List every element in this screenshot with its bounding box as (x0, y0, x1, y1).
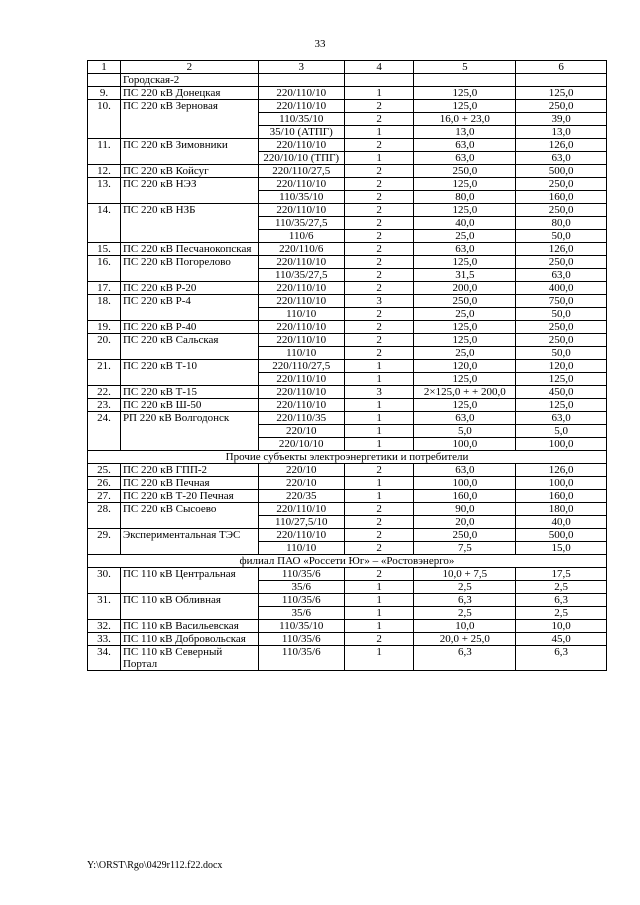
transformer-count-cell: 2 (344, 243, 414, 256)
transformer-count-cell: 2 (344, 568, 414, 581)
row-number: 24. (88, 412, 121, 451)
total-power-cell: 2,5 (516, 607, 607, 620)
header-col-1: 1 (88, 61, 121, 74)
row-number: 20. (88, 334, 121, 360)
transformer-count-cell: 2 (344, 282, 414, 295)
total-power-cell: 500,0 (516, 165, 607, 178)
substation-name: ПС 220 кВ ГПП-2 (120, 464, 258, 477)
total-power-cell: 250,0 (516, 178, 607, 191)
page-number: 33 (314, 38, 326, 50)
unit-power-cell: 125,0 (414, 178, 516, 191)
transformer-count-cell: 2 (344, 334, 414, 347)
row-number: 33. (88, 633, 121, 646)
total-power-cell: 250,0 (516, 256, 607, 269)
transformer-count-cell: 2 (344, 100, 414, 113)
voltage-cell: 110/6 (258, 230, 344, 243)
transformer-count-cell: 2 (344, 516, 414, 529)
substation-name: ПС 220 кВ Р-20 (120, 282, 258, 295)
row-number: 23. (88, 399, 121, 412)
transformer-count-cell: 2 (344, 269, 414, 282)
unit-power-cell: 250,0 (414, 295, 516, 308)
unit-power-cell: 13,0 (414, 126, 516, 139)
total-power-cell: 180,0 (516, 503, 607, 516)
unit-power-cell: 160,0 (414, 490, 516, 503)
total-power-cell: 45,0 (516, 633, 607, 646)
table-row (88, 204, 607, 217)
voltage-cell: 220/110/10 (258, 256, 344, 269)
voltage-cell: 110/10 (258, 308, 344, 321)
unit-power-cell: 40,0 (414, 217, 516, 230)
voltage-cell: 220/110/27,5 (258, 165, 344, 178)
voltage-cell: 110/35/6 (258, 568, 344, 581)
total-power-cell: 250,0 (516, 321, 607, 334)
unit-power-cell (414, 74, 516, 87)
voltage-cell: 220/110/10 (258, 321, 344, 334)
row-number: 10. (88, 100, 121, 139)
row-number: 25. (88, 464, 121, 477)
voltage-cell: 35/6 (258, 581, 344, 594)
transformer-count-cell: 2 (344, 204, 414, 217)
transformer-count-cell: 3 (344, 386, 414, 399)
unit-power-cell: 6,3 (414, 646, 516, 671)
table-row (88, 139, 607, 152)
substation-name: ПС 220 кВ Зимовники (120, 139, 258, 165)
unit-power-cell: 120,0 (414, 360, 516, 373)
transformer-count-cell: 1 (344, 152, 414, 165)
unit-power-cell: 125,0 (414, 334, 516, 347)
table-row (88, 334, 607, 347)
voltage-cell: 220/110/10 (258, 282, 344, 295)
voltage-cell: 220/10/10 (ТПГ) (258, 152, 344, 165)
transformer-count-cell: 1 (344, 620, 414, 633)
table-body (88, 61, 607, 671)
substation-name: ПС 220 кВ Р-4 (120, 295, 258, 321)
total-power-cell: 100,0 (516, 438, 607, 451)
row-number: 17. (88, 282, 121, 295)
row-number: 19. (88, 321, 121, 334)
transformer-count-cell: 2 (344, 321, 414, 334)
row-number: 13. (88, 178, 121, 204)
transformer-count-cell (344, 74, 414, 87)
voltage-cell: 110/35/27,5 (258, 269, 344, 282)
voltage-cell: 110/35/10 (258, 113, 344, 126)
substation-name: ПС 110 кВ Обливная (120, 594, 258, 620)
row-number: 27. (88, 490, 121, 503)
unit-power-cell: 2,5 (414, 581, 516, 594)
table-row (88, 74, 607, 87)
voltage-cell: 220/110/6 (258, 243, 344, 256)
total-power-cell: 500,0 (516, 529, 607, 542)
transformer-count-cell: 1 (344, 360, 414, 373)
substation-name: ПС 110 кВ Добровольская (120, 633, 258, 646)
transformer-count-cell: 2 (344, 503, 414, 516)
total-power-cell: 125,0 (516, 373, 607, 386)
header-col-2: 2 (120, 61, 258, 74)
total-power-cell: 50,0 (516, 230, 607, 243)
voltage-cell: 220/110/10 (258, 373, 344, 386)
voltage-cell: 220/110/10 (258, 295, 344, 308)
unit-power-cell: 63,0 (414, 464, 516, 477)
total-power-cell: 120,0 (516, 360, 607, 373)
unit-power-cell: 16,0 + 23,0 (414, 113, 516, 126)
transformer-count-cell: 1 (344, 594, 414, 607)
unit-power-cell: 7,5 (414, 542, 516, 555)
section-row (88, 451, 607, 464)
total-power-cell: 750,0 (516, 295, 607, 308)
transformer-count-cell: 2 (344, 256, 414, 269)
row-number: 16. (88, 256, 121, 282)
transformer-count-cell: 1 (344, 607, 414, 620)
table-row (88, 256, 607, 269)
unit-power-cell: 250,0 (414, 165, 516, 178)
transformer-count-cell: 1 (344, 425, 414, 438)
transformer-count-cell: 1 (344, 373, 414, 386)
unit-power-cell: 10,0 (414, 620, 516, 633)
voltage-cell: 220/10 (258, 477, 344, 490)
total-power-cell: 126,0 (516, 139, 607, 152)
total-power-cell: 50,0 (516, 308, 607, 321)
row-number: 12. (88, 165, 121, 178)
total-power-cell: 160,0 (516, 490, 607, 503)
transformer-count-cell: 3 (344, 295, 414, 308)
unit-power-cell: 31,5 (414, 269, 516, 282)
substation-name: ПС 220 кВ НЭЗ (120, 178, 258, 204)
row-number: 14. (88, 204, 121, 243)
table-row (88, 243, 607, 256)
total-power-cell: 2,5 (516, 581, 607, 594)
unit-power-cell: 63,0 (414, 412, 516, 425)
row-number: 9. (88, 87, 121, 100)
voltage-cell: 220/110/35 (258, 412, 344, 425)
transformer-count-cell: 1 (344, 412, 414, 425)
unit-power-cell: 80,0 (414, 191, 516, 204)
substation-name: ПС 220 кВ Погорелово (120, 256, 258, 282)
table-row (88, 282, 607, 295)
total-power-cell: 100,0 (516, 477, 607, 490)
transformer-count-cell: 2 (344, 308, 414, 321)
unit-power-cell: 125,0 (414, 87, 516, 100)
transformer-count-cell: 1 (344, 581, 414, 594)
row-number: 26. (88, 477, 121, 490)
voltage-cell: 110/35/10 (258, 191, 344, 204)
substation-name: РП 220 кВ Волгодонск (120, 412, 258, 451)
voltage-cell: 110/35/27,5 (258, 217, 344, 230)
voltage-cell: 35/10 (АТПГ) (258, 126, 344, 139)
transformer-count-cell: 1 (344, 477, 414, 490)
transformer-count-cell: 2 (344, 113, 414, 126)
transformer-count-cell: 1 (344, 399, 414, 412)
voltage-cell: 110/10 (258, 347, 344, 360)
voltage-cell: 220/110/10 (258, 178, 344, 191)
unit-power-cell: 125,0 (414, 373, 516, 386)
total-power-cell: 15,0 (516, 542, 607, 555)
row-number: 32. (88, 620, 121, 633)
table-row (88, 386, 607, 399)
table-row (88, 490, 607, 503)
voltage-cell: 220/110/10 (258, 87, 344, 100)
voltage-cell: 220/110/10 (258, 386, 344, 399)
voltage-cell: 110/35/6 (258, 646, 344, 671)
transformer-count-cell: 1 (344, 438, 414, 451)
transformer-count-cell: 2 (344, 178, 414, 191)
header-row (88, 61, 607, 74)
row-number: 30. (88, 568, 121, 594)
row-number (88, 74, 121, 87)
row-number: 15. (88, 243, 121, 256)
section-row (88, 555, 607, 568)
transformer-count-cell: 1 (344, 126, 414, 139)
unit-power-cell: 63,0 (414, 139, 516, 152)
row-number: 34. (88, 646, 121, 671)
transformer-count-cell: 2 (344, 529, 414, 542)
total-power-cell: 10,0 (516, 620, 607, 633)
section-title: филиал ПАО «Россети Юг» – «Ростовэнерго» (88, 555, 607, 568)
substation-name: ПС 110 кВ Центральная (120, 568, 258, 594)
transformer-count-cell: 2 (344, 464, 414, 477)
voltage-cell: 110/35/6 (258, 633, 344, 646)
unit-power-cell: 25,0 (414, 308, 516, 321)
section-title: Прочие субъекты электроэнергетики и потребители (88, 451, 607, 464)
substation-name: ПС 220 кВ Т-10 (120, 360, 258, 386)
substation-name: Городская-2 (120, 74, 258, 87)
total-power-cell: 126,0 (516, 464, 607, 477)
unit-power-cell: 90,0 (414, 503, 516, 516)
substation-name: ПС 220 кВ Печная (120, 477, 258, 490)
voltage-cell (258, 74, 344, 87)
substation-name: Экспериментальная ТЭС (120, 529, 258, 555)
total-power-cell: 63,0 (516, 269, 607, 282)
substation-name: ПС 220 кВ Койсуг (120, 165, 258, 178)
header-col-5: 5 (414, 61, 516, 74)
transformer-count-cell: 2 (344, 139, 414, 152)
row-number: 21. (88, 360, 121, 386)
transformer-count-cell: 2 (344, 165, 414, 178)
table-row (88, 477, 607, 490)
header-col-3: 3 (258, 61, 344, 74)
voltage-cell: 110/10 (258, 542, 344, 555)
substation-name: ПС 220 кВ НЗБ (120, 204, 258, 243)
voltage-cell: 220/110/10 (258, 204, 344, 217)
table-row (88, 295, 607, 308)
total-power-cell: 13,0 (516, 126, 607, 139)
unit-power-cell: 20,0 (414, 516, 516, 529)
unit-power-cell: 100,0 (414, 477, 516, 490)
unit-power-cell: 100,0 (414, 438, 516, 451)
substation-name: ПС 220 кВ Донецкая (120, 87, 258, 100)
total-power-cell: 125,0 (516, 87, 607, 100)
unit-power-cell: 2,5 (414, 607, 516, 620)
unit-power-cell: 63,0 (414, 243, 516, 256)
total-power-cell: 6,3 (516, 594, 607, 607)
table-row (88, 568, 607, 581)
table-row (88, 620, 607, 633)
total-power-cell: 250,0 (516, 100, 607, 113)
unit-power-cell: 25,0 (414, 347, 516, 360)
total-power-cell: 50,0 (516, 347, 607, 360)
total-power-cell: 125,0 (516, 399, 607, 412)
voltage-cell: 220/110/10 (258, 503, 344, 516)
substation-name: ПС 220 кВ Р-40 (120, 321, 258, 334)
substation-name: ПС 110 кВ Васильевская (120, 620, 258, 633)
total-power-cell: 5,0 (516, 425, 607, 438)
header-col-4: 4 (344, 61, 414, 74)
table-row (88, 399, 607, 412)
row-number: 18. (88, 295, 121, 321)
table-row (88, 646, 607, 671)
unit-power-cell: 63,0 (414, 152, 516, 165)
voltage-cell: 220/35 (258, 490, 344, 503)
voltage-cell: 220/110/10 (258, 529, 344, 542)
total-power-cell: 6,3 (516, 646, 607, 671)
unit-power-cell: 125,0 (414, 204, 516, 217)
total-power-cell: 39,0 (516, 113, 607, 126)
voltage-cell: 35/6 (258, 607, 344, 620)
voltage-cell: 110/35/10 (258, 620, 344, 633)
voltage-cell: 220/110/10 (258, 139, 344, 152)
total-power-cell: 450,0 (516, 386, 607, 399)
row-number: 28. (88, 503, 121, 529)
substation-name: ПС 220 кВ Песчанокопская (120, 243, 258, 256)
table-row (88, 464, 607, 477)
transformer-count-cell: 2 (344, 217, 414, 230)
row-number: 11. (88, 139, 121, 165)
unit-power-cell: 125,0 (414, 399, 516, 412)
unit-power-cell: 20,0 + 25,0 (414, 633, 516, 646)
voltage-cell: 220/10 (258, 425, 344, 438)
row-number: 31. (88, 594, 121, 620)
unit-power-cell: 125,0 (414, 321, 516, 334)
total-power-cell: 400,0 (516, 282, 607, 295)
unit-power-cell: 250,0 (414, 529, 516, 542)
total-power-cell: 17,5 (516, 568, 607, 581)
table-row (88, 178, 607, 191)
table-row (88, 503, 607, 516)
substation-name: ПС 110 кВ Северный Портал (120, 646, 258, 671)
total-power-cell: 63,0 (516, 152, 607, 165)
total-power-cell: 126,0 (516, 243, 607, 256)
footer-file-path: Y:\ORST\Rgo\0429r112.f22.docx (87, 860, 223, 871)
table-row (88, 165, 607, 178)
table-row (88, 360, 607, 373)
voltage-cell: 220/110/27,5 (258, 360, 344, 373)
unit-power-cell: 10,0 + 7,5 (414, 568, 516, 581)
transformer-count-cell: 1 (344, 490, 414, 503)
transformer-count-cell: 2 (344, 230, 414, 243)
substation-name: ПС 220 кВ Сальская (120, 334, 258, 360)
voltage-cell: 110/35/6 (258, 594, 344, 607)
total-power-cell: 63,0 (516, 412, 607, 425)
header-col-6: 6 (516, 61, 607, 74)
transformer-count-cell: 2 (344, 191, 414, 204)
unit-power-cell: 125,0 (414, 256, 516, 269)
voltage-cell: 220/110/10 (258, 100, 344, 113)
unit-power-cell: 6,3 (414, 594, 516, 607)
total-power-cell (516, 74, 607, 87)
unit-power-cell: 125,0 (414, 100, 516, 113)
total-power-cell: 40,0 (516, 516, 607, 529)
total-power-cell: 250,0 (516, 334, 607, 347)
unit-power-cell: 25,0 (414, 230, 516, 243)
substation-name: ПС 220 кВ Сысоево (120, 503, 258, 529)
transformer-count-cell: 2 (344, 347, 414, 360)
substation-name: ПС 220 кВ Т-15 (120, 386, 258, 399)
transformer-count-cell: 2 (344, 633, 414, 646)
unit-power-cell: 2×125,0 + + 200,0 (414, 386, 516, 399)
total-power-cell: 80,0 (516, 217, 607, 230)
substation-name: ПС 220 кВ Ш-50 (120, 399, 258, 412)
table-row (88, 100, 607, 113)
transformer-count-cell: 1 (344, 87, 414, 100)
voltage-cell: 110/27,5/10 (258, 516, 344, 529)
table-row (88, 321, 607, 334)
table-row (88, 633, 607, 646)
table-row (88, 529, 607, 542)
table-row (88, 87, 607, 100)
total-power-cell: 250,0 (516, 204, 607, 217)
unit-power-cell: 5,0 (414, 425, 516, 438)
table-row (88, 594, 607, 607)
voltage-cell: 220/110/10 (258, 334, 344, 347)
substation-name: ПС 220 кВ Т-20 Печная (120, 490, 258, 503)
voltage-cell: 220/10/10 (258, 438, 344, 451)
unit-power-cell: 200,0 (414, 282, 516, 295)
transformer-count-cell: 2 (344, 542, 414, 555)
total-power-cell: 160,0 (516, 191, 607, 204)
table-row (88, 412, 607, 425)
row-number: 22. (88, 386, 121, 399)
voltage-cell: 220/10 (258, 464, 344, 477)
substation-table (87, 60, 607, 671)
voltage-cell: 220/110/10 (258, 399, 344, 412)
row-number: 29. (88, 529, 121, 555)
substation-name: ПС 220 кВ Зерновая (120, 100, 258, 139)
transformer-count-cell: 1 (344, 646, 414, 671)
